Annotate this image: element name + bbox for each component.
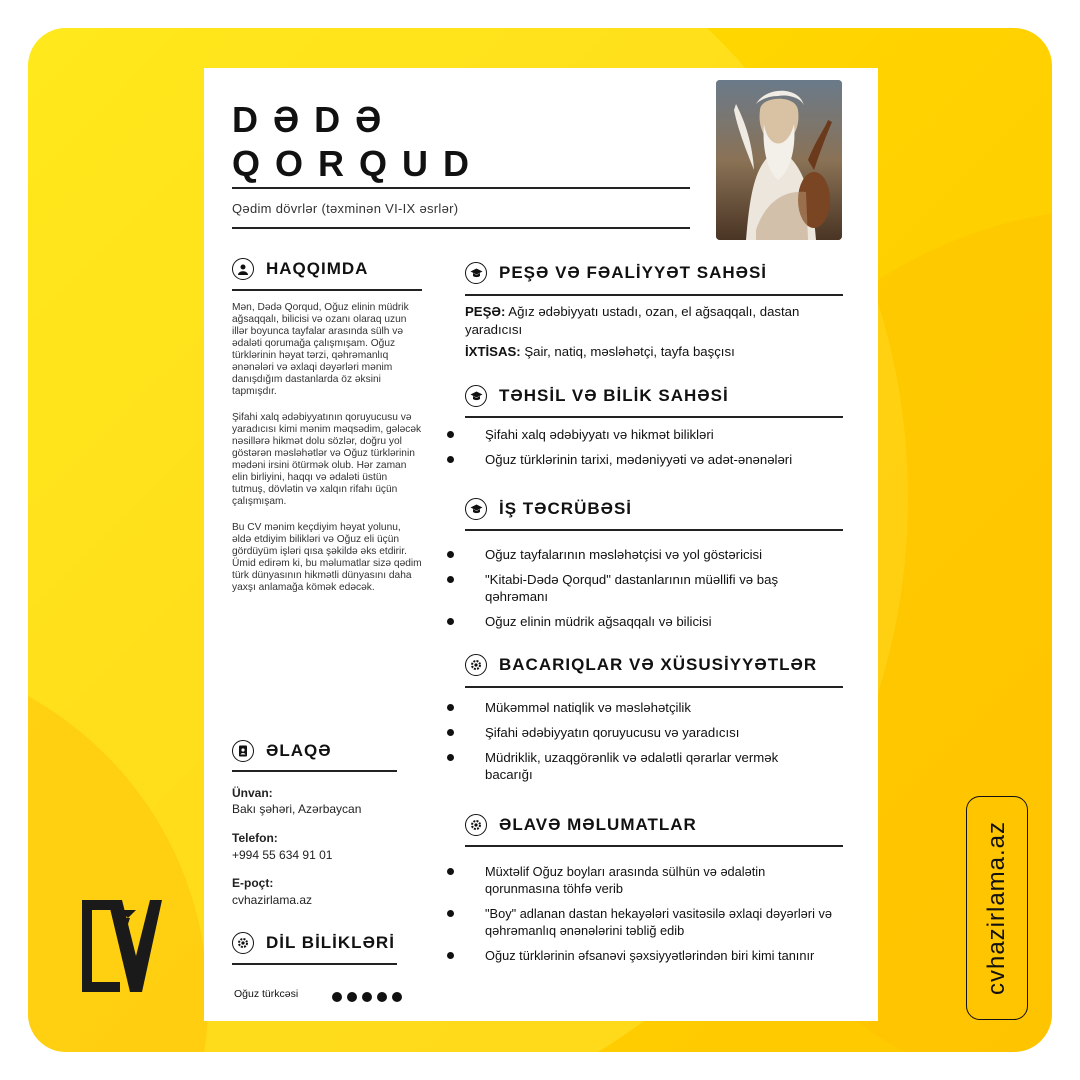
extra-divider: [465, 845, 843, 847]
email-block: [232, 876, 432, 907]
phone-label: Telefon:: [232, 831, 278, 845]
list-item: Oğuz tayfalarının məsləhətçisi və yol göstəricisi: [465, 546, 860, 563]
about-text: [232, 302, 422, 608]
skills-divider: [465, 686, 843, 688]
level-dot: [332, 992, 342, 1002]
list-item: Oğuz türklərinin tarixi, mədəniyyəti və adət-ənənələri: [465, 451, 860, 468]
specialty-label: İXTİSAS:: [465, 344, 521, 359]
languages-divider: [232, 963, 397, 965]
address-block: [232, 786, 432, 816]
cv-page: [204, 68, 878, 1021]
phone-value[interactable]: +994 55 634 91 01: [232, 848, 333, 862]
profession-value: Ağız ədəbiyyatı ustadı, ozan, el ağsaqqalı, dastan yaradıcısı: [465, 304, 800, 337]
level-dot: [377, 992, 387, 1002]
user-icon: [232, 258, 254, 280]
experience-divider: [465, 529, 843, 531]
about-divider: [232, 289, 422, 291]
profession-label: PEŞƏ:: [465, 304, 506, 319]
experience-title-label: İŞ TƏCRÜBƏSİ: [499, 499, 633, 518]
experience-section-title: [465, 498, 632, 520]
graduation-cap-icon: [465, 385, 487, 407]
address-value: Bakı şəhəri, Azərbaycan: [232, 802, 362, 816]
portrait-photo: [716, 80, 842, 240]
email-label: E-poçt:: [232, 876, 274, 890]
list-item: Oğuz elinin müdrik ağsaqqalı və bilicisi: [465, 613, 860, 630]
about-title-label: HAQQIMDA: [266, 259, 369, 278]
specialty-row: [465, 343, 860, 361]
list-item: Mükəmməl natiqlik və məsləhətçilik: [465, 699, 860, 716]
about-paragraph-2: Şifahi xalq ədəbiyyatının qoruyucusu və yaradıcısı kimi mənim məqsədim, gələcək nəsillərə hikmət dolu sözlər, doğru yol göstərən məsləhətlər və Oğuz türklərinin mədəni irsini ötürmək olub. Hər zaman elin birliyini, haqqı və ədaləti üstün tutmuş, dövlətin və xalqın rifahı üçün çalışmışam.: [232, 412, 422, 507]
education-section-title: [465, 385, 729, 407]
name-line-2: QORQUD: [232, 143, 484, 184]
extra-title-label: ƏLAVƏ MƏLUMATLAR: [499, 815, 697, 834]
languages-section-title: [232, 932, 395, 954]
profession-details: [465, 303, 860, 361]
about-section-title: [232, 258, 368, 280]
name-line-1: DƏDƏ: [232, 99, 397, 140]
graduation-cap-icon: [465, 498, 487, 520]
person-name: [232, 98, 484, 186]
list-item: "Kitabi-Dədə Qorqud" dastanlarının müəllifi və baş qəhrəmanı: [465, 571, 815, 605]
about-paragraph-1: Mən, Dədə Qorqud, Oğuz elinin müdrik ağsaqqalı, bilicisi və ozanı olaraq uzun illər boyunca tayfalar arasında sülh və ədaləti qorumağa çalışmışam. Oğuz türklərinin həyat tərzi, qəhrəmanlıq ənənələri və əxlaqi dəyərləri mənim danışdığım dastanlarda öz əksini tapmışdır.: [232, 302, 409, 397]
level-dot: [392, 992, 402, 1002]
list-item: "Boy" adlanan dastan hekayələri vasitəsilə əxlaqi dəyərləri və qəhrəmanlıq ənənələrini təbliğ edib: [465, 905, 865, 939]
website-vertical-badge[interactable]: [966, 796, 1028, 1020]
contact-divider: [232, 770, 397, 772]
header-divider-bottom: [232, 227, 690, 229]
list-item: Müdriklik, uzaqgörənlik və ədalətli qərarlar vermək bacarığı: [465, 749, 795, 783]
contact-section-title: [232, 740, 332, 762]
contact-book-icon: [232, 740, 254, 762]
profession-section-title: [465, 262, 767, 284]
contact-title-label: ƏLAQƏ: [266, 741, 332, 760]
profession-title-label: PEŞƏ VƏ FƏALİYYƏT SAHƏSİ: [499, 263, 768, 282]
website-vertical-label: cvhazirlama.az: [983, 820, 1010, 996]
language-name: Oğuz türkcəsi: [234, 988, 299, 1000]
level-dot: [362, 992, 372, 1002]
education-title-label: TƏHSİL VƏ BİLİK SAHƏSİ: [499, 386, 729, 405]
gear-icon: [232, 932, 254, 954]
email-value[interactable]: cvhazirlama.az: [232, 893, 313, 907]
language-level-dots: [332, 989, 407, 1007]
specialty-value: Şair, natiq, məsləhətçi, tayfa başçısı: [524, 344, 735, 359]
address-label: Ünvan:: [232, 786, 273, 800]
list-item: Müxtəlif Oğuz boyları arasında sülhün və ədalətin qorunmasına töhfə verib: [465, 863, 825, 897]
phone-block: [232, 831, 432, 862]
skills-section-title: [465, 654, 817, 676]
education-divider: [465, 416, 843, 418]
graduation-cap-icon: [465, 262, 487, 284]
experience-list: [465, 546, 860, 638]
skills-title-label: BACARIQLAR VƏ XÜSUSİYYƏTLƏR: [499, 655, 818, 674]
extra-list: [465, 863, 860, 972]
list-item: Şifahi xalq ədəbiyyatı və hikmət bilikləri: [465, 426, 860, 443]
gear-icon: [465, 654, 487, 676]
languages-title-label: DİL BİLİKLƏRİ: [266, 933, 395, 952]
list-item: Şifahi ədəbiyyatın qoruyucusu və yaradıcısı: [465, 724, 860, 741]
level-dot: [347, 992, 357, 1002]
profession-divider: [465, 294, 843, 296]
cv-logo-icon: [78, 896, 164, 996]
skills-list: [465, 699, 860, 791]
extra-section-title: [465, 814, 697, 836]
about-paragraph-3: Bu CV mənim keçdiyim həyat yolunu, əldə etdiyim bilikləri və Oğuz eli üçün gördüyüm işləri qısa şəkildə əks etdirir. Ümid edirəm ki, bu məlumatlar sizə qədim türk dünyasının hikmətli dünyasını daha yaxşı anlamağa kömək edəcək.: [232, 522, 422, 593]
era-subtitle: Qədim dövrlər (təxminən VI-IX əsrlər): [232, 201, 459, 216]
list-item: Oğuz türklərinin əfsanəvi şəxsiyyətlərindən biri kimi tanınır: [465, 947, 860, 964]
gear-icon: [465, 814, 487, 836]
profession-row: [465, 303, 860, 339]
header-divider-top: [232, 187, 690, 189]
education-list: [465, 426, 860, 476]
